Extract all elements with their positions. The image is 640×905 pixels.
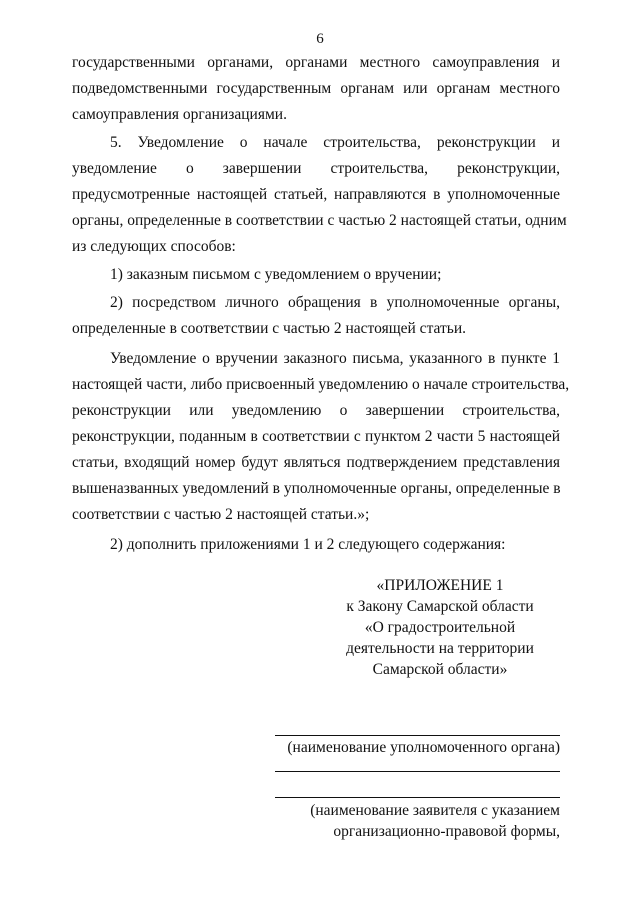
applicant-field-caption: (наименование заявителя с указанием xyxy=(310,802,560,819)
text-line: уведомление о завершении строительства, реконструкции, xyxy=(72,160,560,177)
text-line: органы, определенные в соответствии с частью 2 настоящей статьи, одним xyxy=(72,212,567,229)
text-line: реконструкции, поданным в соответствии с пунктом 2 части 5 настоящей xyxy=(72,428,560,445)
appendix-line: к Закону Самарской области xyxy=(346,598,534,615)
applicant-field-caption-continued: организационно-правовой формы, xyxy=(333,823,560,840)
amendment-item-2: 2) дополнить приложениями 1 и 2 следующего содержания: xyxy=(110,536,506,553)
text-line: статьи, входящий номер будут являться подтверждением представления xyxy=(72,454,560,471)
appendix-line: «О градостроительной xyxy=(364,619,516,636)
appendix-title: «ПРИЛОЖЕНИЕ 1 xyxy=(376,577,504,594)
list-item-2: 2) посредством личного обращения в уполномоченные органы, xyxy=(110,294,560,311)
text-line: государственными органами, органами местного самоуправления и xyxy=(72,54,560,71)
notification-paragraph-start: Уведомление о вручении заказного письма, указанного в пункте 1 xyxy=(110,350,560,367)
appendix-line: Самарской области» xyxy=(372,661,508,678)
text-line: из следующих способов: xyxy=(72,238,236,255)
authority-field-caption: (наименование уполномоченного органа) xyxy=(287,739,560,756)
text-line: определенные в соответствии с частью 2 настоящей статьи. xyxy=(72,320,467,337)
text-line: предусмотренные настоящей статьей, направляются в уполномоченные xyxy=(72,186,560,203)
text-line: самоуправления организациями. xyxy=(72,106,287,123)
text-line: подведомственными государственным органам или органам местного xyxy=(72,80,560,97)
applicant-field-line xyxy=(275,797,560,798)
text-line: вышеназванных уведомлений в уполномоченные органы, определенные в xyxy=(72,480,561,497)
paragraph-5-start: 5. Уведомление о начале строительства, реконструкции и xyxy=(110,134,560,151)
text-line: реконструкции или уведомлению о завершении строительства, xyxy=(72,402,560,419)
text-line: настоящей части, либо присвоенный уведомлению о начале строительства, xyxy=(72,376,570,393)
text-line: соответствии с частью 2 настоящей статьи.»; xyxy=(72,506,370,523)
list-item-1: 1) заказным письмом с уведомлением о вручении; xyxy=(110,266,442,283)
appendix-line: деятельности на территории xyxy=(346,640,534,657)
authority-field-line xyxy=(275,735,560,736)
blank-field-line xyxy=(275,771,560,772)
page-number: 6 xyxy=(316,31,324,47)
